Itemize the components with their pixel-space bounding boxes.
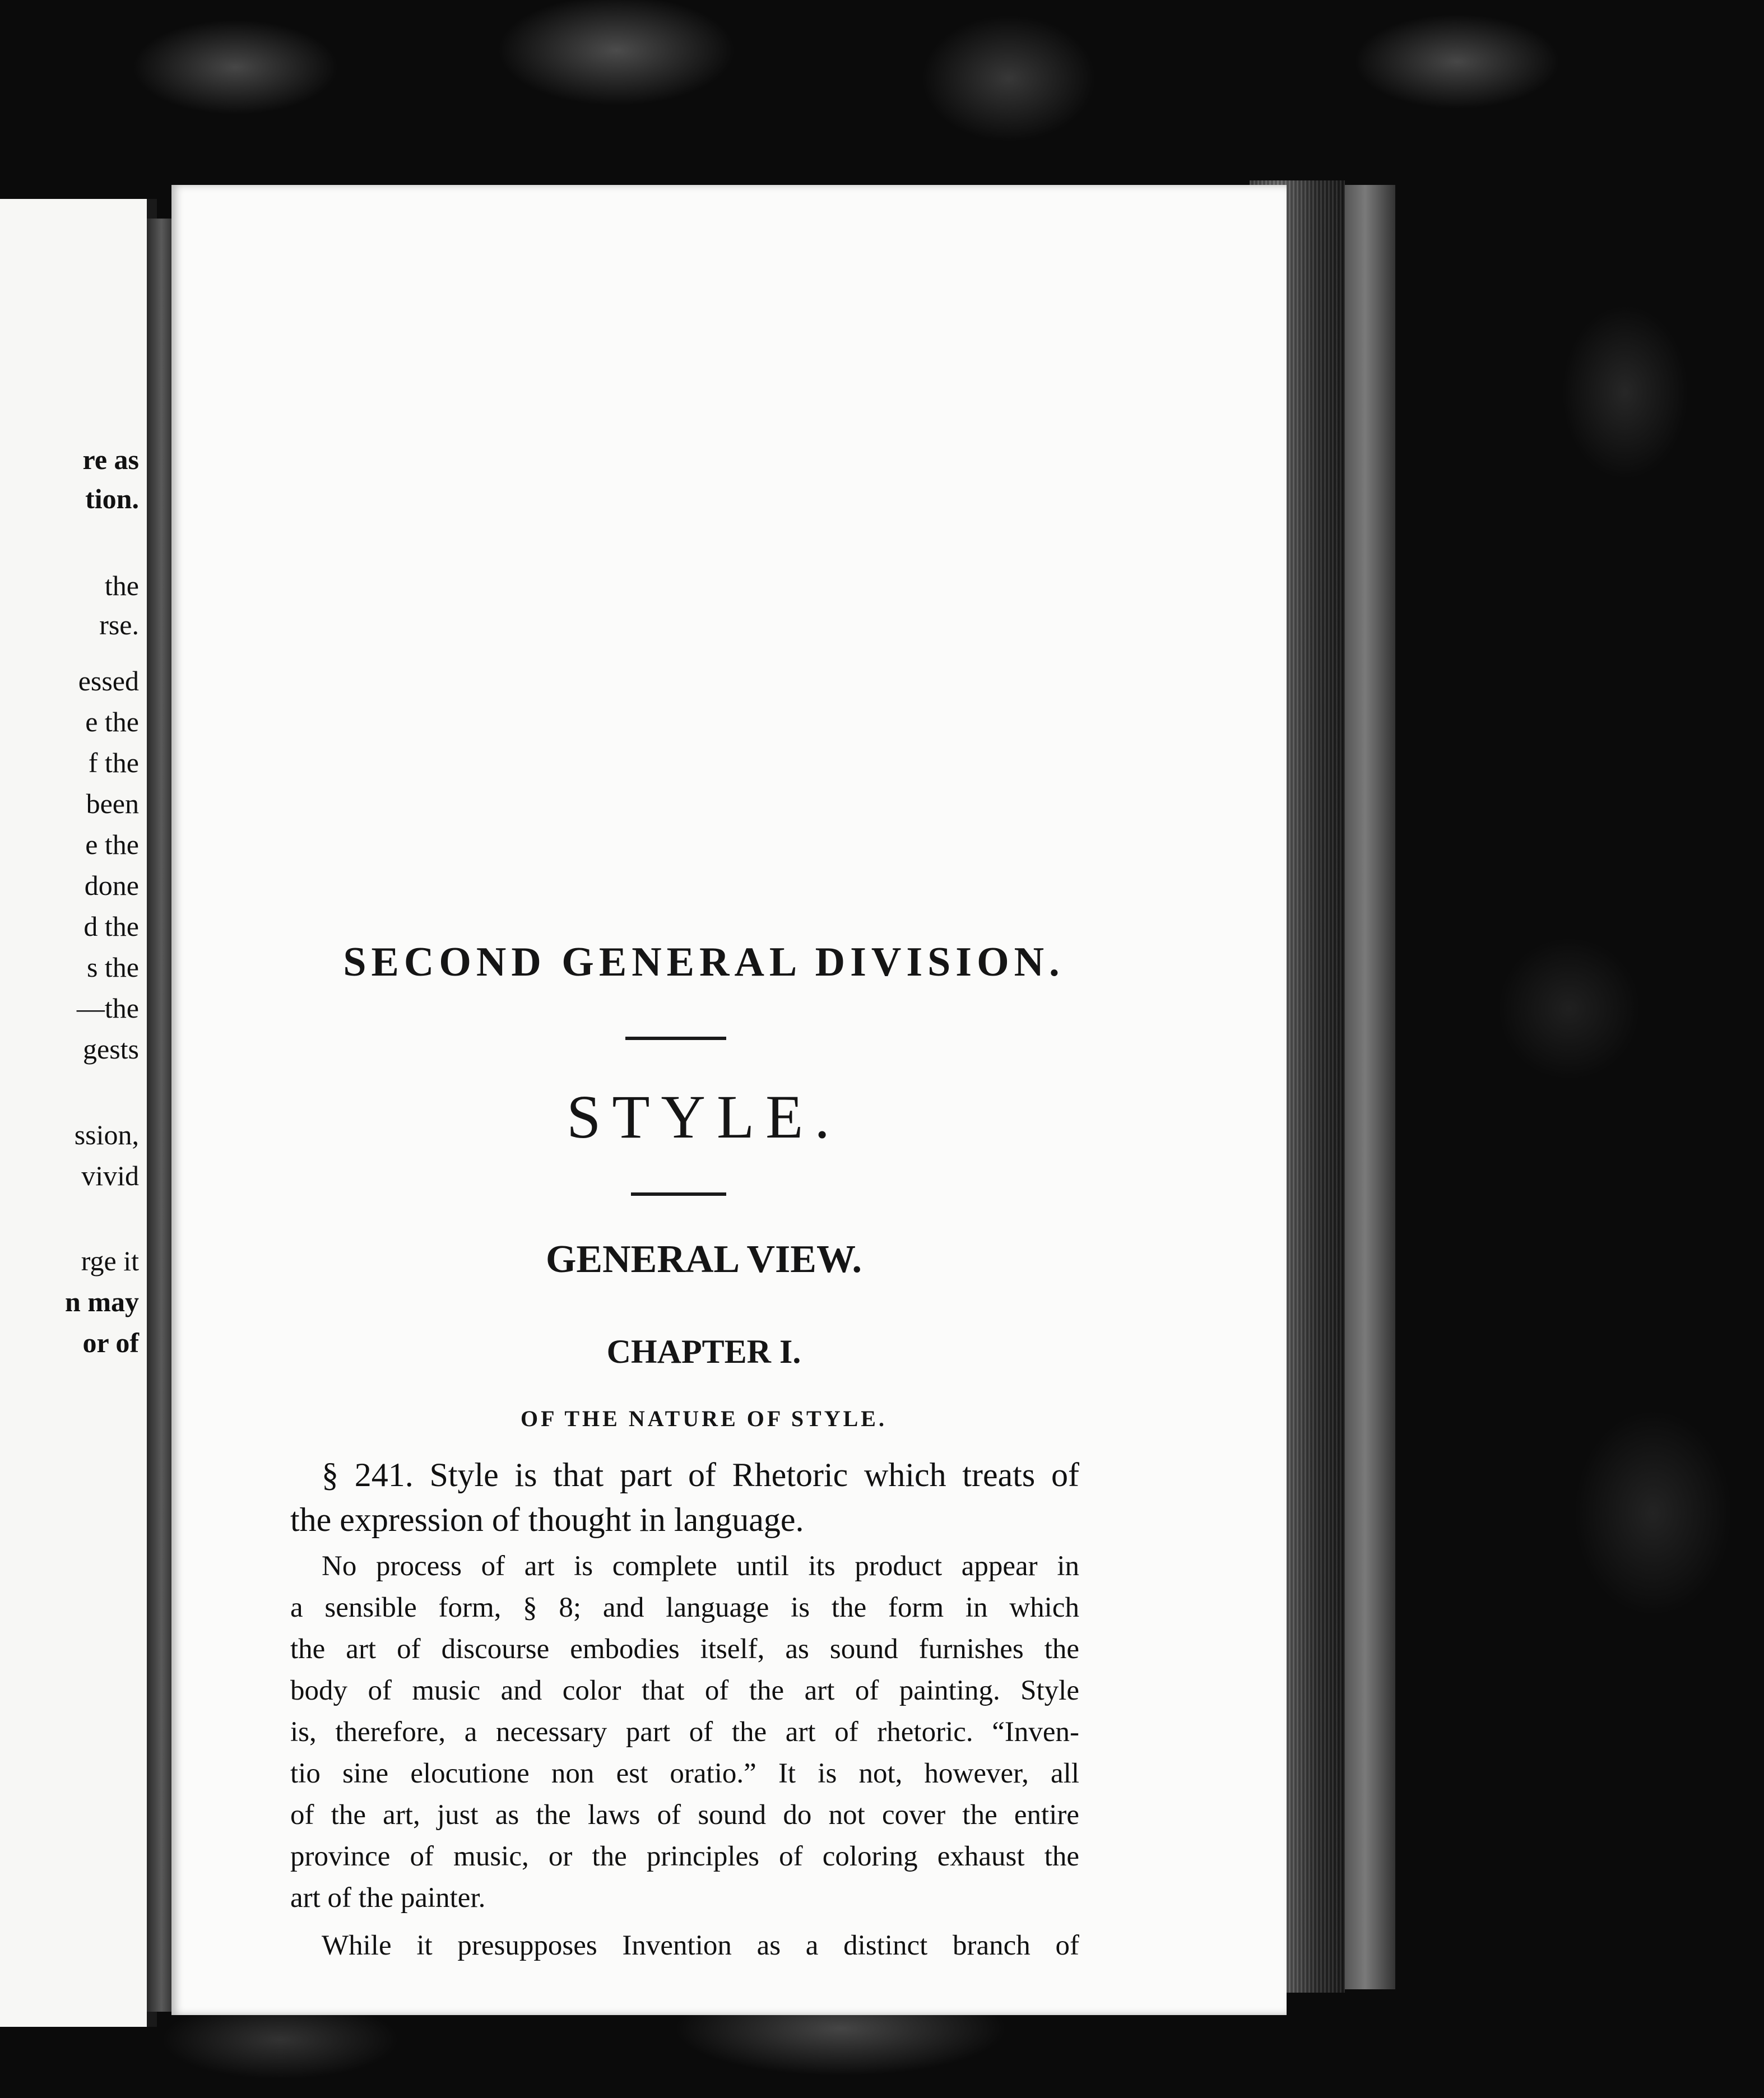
paragraph-line: the expression of thought in language. — [290, 1501, 804, 1538]
paragraph-3 — [290, 1925, 1079, 1966]
left-page-fragment: gests — [83, 1033, 139, 1065]
paragraph-line: No process of art is complete until its product appear in — [322, 1551, 1079, 1582]
paragraph-1 — [290, 1452, 1079, 1542]
left-page-fragment: rge it — [81, 1245, 139, 1277]
left-page-fragment: rse. — [99, 609, 139, 640]
paragraph-line: § 241. Style is that part of Rhetoric which treats of — [322, 1456, 1079, 1493]
left-page-fragment: d the — [83, 911, 139, 942]
heading-rule — [625, 1037, 726, 1040]
left-page-fragment: f the — [88, 747, 139, 778]
left-page-fragment: ssion, — [74, 1119, 139, 1150]
left-page-fragment: e the — [85, 829, 139, 860]
left-page-fragment: e the — [85, 706, 139, 737]
paragraph-line: body of music and color that of the art of painting. Style — [290, 1675, 1079, 1706]
left-page-fragment: vivid — [81, 1160, 139, 1191]
left-page-fragment: done — [84, 870, 139, 901]
left-page-fragment: or of — [82, 1327, 139, 1358]
left-page-fragment: s the — [86, 951, 139, 983]
paragraph-line: While it presupposes Invention as a distinct branch of — [322, 1930, 1079, 1961]
paragraph-2 — [290, 1545, 1079, 1919]
part-title: STYLE. — [567, 1083, 841, 1151]
left-page-fragment: re as — [82, 444, 139, 475]
left-page-fragment: tion. — [85, 483, 139, 514]
division-heading: SECOND GENERAL DIVISION. — [343, 939, 1065, 985]
paragraph-line: art of the painter. — [290, 1882, 486, 1914]
left-page-fragment: n may — [65, 1286, 139, 1317]
left-page-fragment: —the — [76, 992, 139, 1024]
main-page — [171, 185, 1287, 2015]
paragraph-line: province of music, or the principles of coloring exhaust the — [290, 1841, 1079, 1872]
paragraph-line: of the art, just as the laws of sound do not cover the entire — [290, 1799, 1079, 1831]
left-page-fragment: essed — [78, 665, 139, 697]
section-heading: GENERAL VIEW. — [545, 1238, 862, 1281]
book-cover-edge — [1345, 185, 1395, 1989]
chapter-heading: CHAPTER I. — [606, 1333, 801, 1370]
paragraph-line: a sensible form, § 8; and language is the form in which — [290, 1592, 1079, 1623]
heading-rule — [631, 1192, 726, 1196]
left-facing-page — [0, 199, 157, 2027]
left-page-fragment: the — [104, 570, 139, 601]
paragraph-line: is, therefore, a necessary part of the art of rhetoric. “Inven- — [290, 1716, 1079, 1748]
paragraph-line: tio sine elocutione non est oratio.” It is not, however, all — [290, 1758, 1079, 1789]
left-page-fragment: been — [86, 788, 139, 819]
chapter-subheading: OF THE NATURE OF STYLE. — [521, 1406, 887, 1431]
paragraph-line: the art of discourse embodies itself, as sound furnishes the — [290, 1633, 1079, 1665]
